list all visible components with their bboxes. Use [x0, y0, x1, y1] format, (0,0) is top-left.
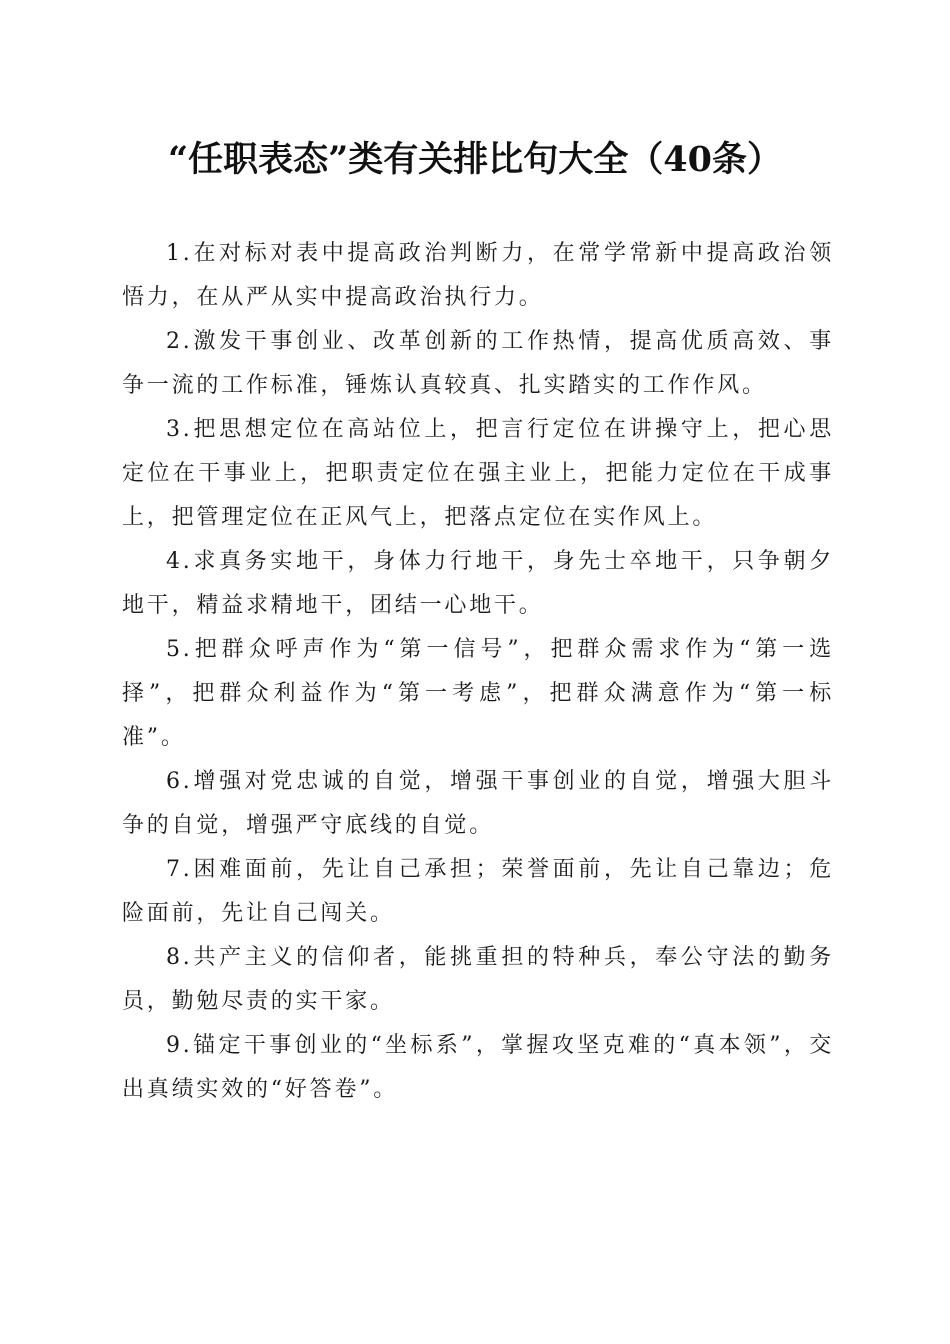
- list-item-7: 7.困难面前，先让自己承担；荣誉面前，先让自己靠边；危险面前，先让自己闯关。: [122, 857, 834, 926]
- list-item-6: 6.增强对党忠诚的自觉，增强干事创业的自觉，增强大胆斗争的自觉，增强严守底线的自觉。: [122, 769, 834, 838]
- list-item-3: 3.把思想定位在高站位上，把言行定位在讲操守上，把心思定位在干事业上，把职责定位在强主业上，把能力定位在干成事上，把管理定位在正风气上，把落点定位在实作风上。: [122, 417, 834, 530]
- list-item-1: 1.在对标对表中提高政治判断力，在常学常新中提高政治领悟力，在从严从实中提高政治执行力。: [122, 241, 834, 310]
- document-title: “任职表态”类有关排比句大全（40条）: [168, 139, 782, 180]
- list-item-2: 2.激发干事创业、改革创新的工作热情，提高优质高效、事争一流的工作标准，锤炼认真较真、扎实踏实的工作作风。: [122, 329, 834, 398]
- list-item-8: 8.共产主义的信仰者，能挑重担的特种兵，奉公守法的勤务员，勤勉尽责的实干家。: [122, 945, 834, 1014]
- document-body: [122, 232, 834, 1112]
- list-item-9: 9.锚定干事创业的“坐标系”，掌握攻坚克难的“真本领”，交出真绩实效的“好答卷”。: [122, 1033, 834, 1102]
- list-item-5: 5.把群众呼声作为“第一信号”，把群众需求作为“第一选择”，把群众利益作为“第一考虑”，把群众满意作为“第一标准”。: [122, 637, 834, 750]
- list-item-4: 4.求真务实地干，身体力行地干，身先士卒地干，只争朝夕地干，精益求精地干，团结一心地干。: [122, 549, 834, 618]
